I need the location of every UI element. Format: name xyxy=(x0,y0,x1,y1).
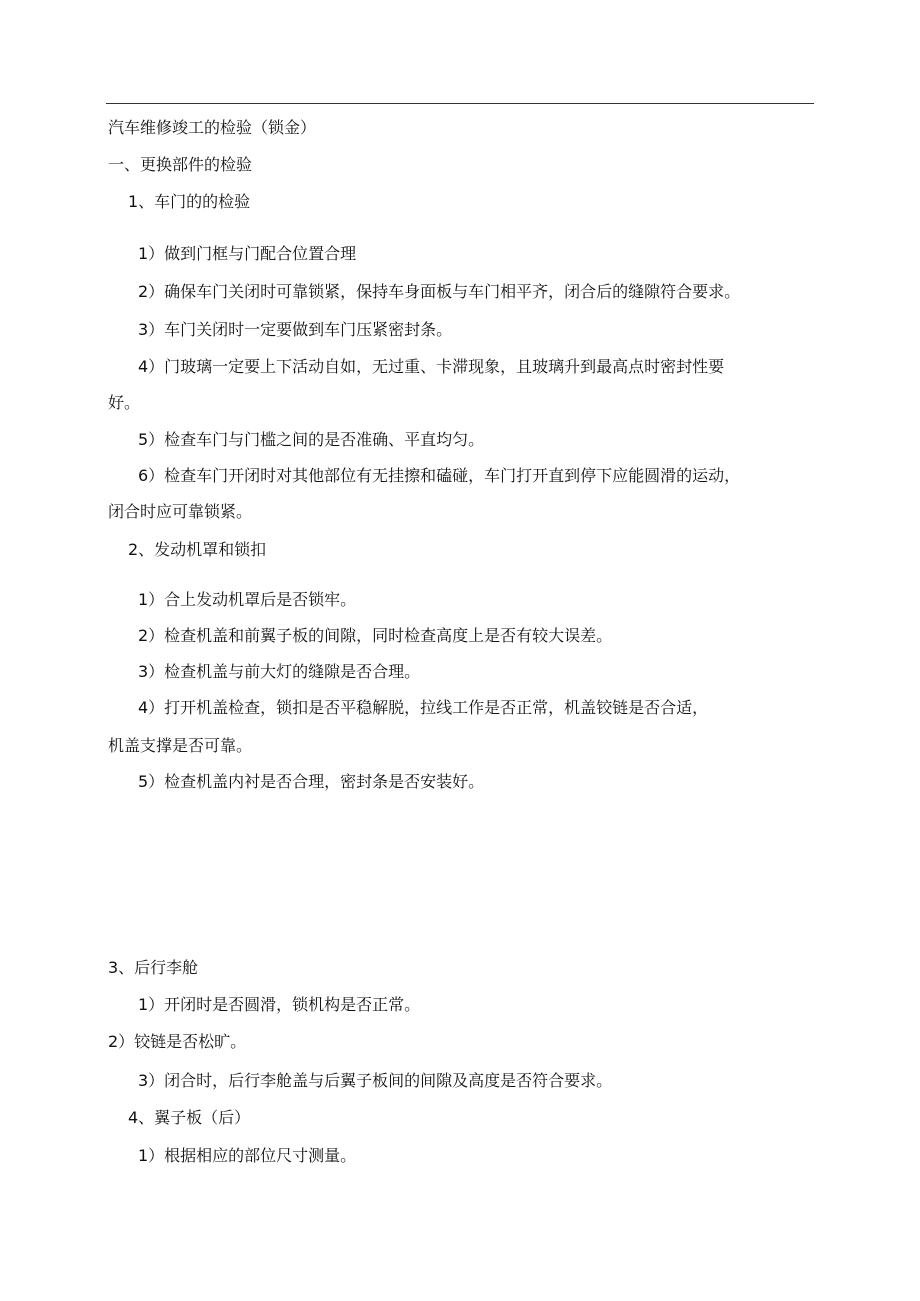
trunk-item-3: 3）闭合时，后行李舱盖与后翼子板间的间隙及高度是否符合要求。 xyxy=(138,1071,613,1090)
door-item-4: 4）门玻璃一定要上下活动自如，无过重、卡滞现象，且玻璃升到最高点时密封性要 xyxy=(138,357,725,376)
document-title: 汽车维修竣工的检验（锁金） xyxy=(108,118,317,137)
trunk-item-1: 1）开闭时是否圆滑，锁机构是否正常。 xyxy=(138,995,421,1014)
hood-item-1: 1）合上发动机罩后是否锁牢。 xyxy=(138,590,357,609)
subsection-heading-hood: 2、发动机罩和锁扣 xyxy=(128,540,267,559)
hood-item-3: 3）检查机盖与前大灯的缝隙是否合理。 xyxy=(138,662,421,681)
fender-item-1: 1）根据相应的部位尺寸测量。 xyxy=(138,1146,357,1165)
header-rule xyxy=(106,103,814,104)
subsection-heading-trunk: 3、后行李舱 xyxy=(108,958,199,977)
subsection-heading-door: 1、车门的的检验 xyxy=(128,192,251,211)
hood-item-2: 2）检查机盖和前翼子板的间隙，同时检查高度上是否有较大误差。 xyxy=(138,626,613,645)
door-item-2: 2）确保车门关闭时可靠锁紧，保持车身面板与车门相平齐，闭合后的缝隙符合要求。 xyxy=(138,282,741,301)
door-item-3: 3）车门关闭时一定要做到车门压紧密封条。 xyxy=(138,320,453,339)
hood-item-4: 4）打开机盖检查，锁扣是否平稳解脱，拉线工作是否正常，机盖铰链是否合适， xyxy=(138,698,709,717)
door-item-1: 1）做到门框与门配合位置合理 xyxy=(138,244,357,263)
hood-item-4-cont: 机盖支撑是否可靠。 xyxy=(108,736,253,755)
trunk-item-2: 2）铰链是否松旷。 xyxy=(108,1032,247,1051)
subsection-heading-fender: 4、翼子板（后） xyxy=(128,1108,251,1127)
door-item-5: 5）检查车门与门槛之间的是否准确、平直均匀。 xyxy=(138,430,485,449)
door-item-6: 6）检查车门开闭时对其他部位有无挂擦和磕碰，车门打开直到停下应能圆滑的运动， xyxy=(138,466,741,485)
door-item-6-cont: 闭合时应可靠锁紧。 xyxy=(108,502,253,521)
section-heading: 一、更换部件的检验 xyxy=(108,155,253,174)
hood-item-5: 5）检查机盖内衬是否合理，密封条是否安装好。 xyxy=(138,772,485,791)
door-item-4-cont: 好。 xyxy=(108,393,141,412)
